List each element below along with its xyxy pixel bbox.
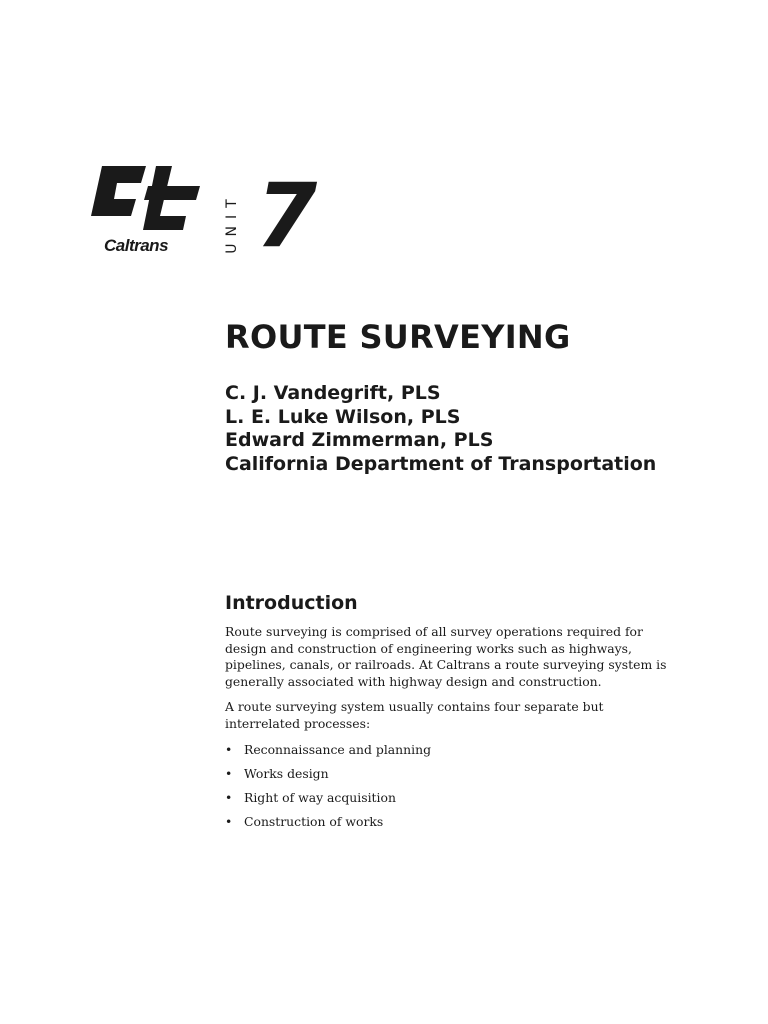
intro-paragraph: A route surveying system usually contains four separate but interrelated processes:	[225, 699, 604, 731]
bullet-icon: •	[225, 790, 233, 805]
introduction-section	[225, 592, 680, 837]
author-line: L. E. Luke Wilson, PLS	[225, 405, 461, 428]
author-list	[225, 382, 656, 476]
author-affiliation: California Department of Transportation	[225, 452, 657, 475]
introduction-heading: Introduction	[225, 592, 358, 614]
list-item-text: Works design	[244, 766, 329, 781]
unit-label-text: UNIT	[224, 192, 240, 254]
caltrans-wordmark: Caltrans	[104, 236, 169, 255]
list-item	[225, 813, 680, 837]
list-item	[225, 789, 680, 813]
list-item-text: Reconnaissance and planning	[244, 742, 432, 757]
bullet-icon: •	[225, 766, 233, 781]
page-title: ROUTE SURVEYING	[225, 318, 571, 356]
list-item	[225, 765, 680, 789]
author-line: Edward Zimmerman, PLS	[225, 429, 494, 451]
intro-paragraph: Route surveying is comprised of all survey operations required for design and construction of engineering works such as highways, pipelines, canals, or railroads. At Caltrans a route surveying system is generally associated with highway design and construction.	[225, 624, 667, 689]
caltrans-logo	[88, 164, 204, 260]
list-item	[225, 741, 680, 765]
bullet-icon: •	[225, 742, 233, 757]
list-item-text: Right of way acquisition	[244, 790, 396, 805]
bullet-icon: •	[225, 814, 233, 829]
unit-number: 7	[256, 164, 318, 267]
unit-label	[224, 188, 240, 258]
list-item-text: Construction of works	[244, 814, 384, 829]
ct-logo-icon	[88, 164, 204, 236]
author-line: C. J. Vandegrift, PLS	[225, 382, 441, 404]
process-list	[225, 741, 680, 837]
